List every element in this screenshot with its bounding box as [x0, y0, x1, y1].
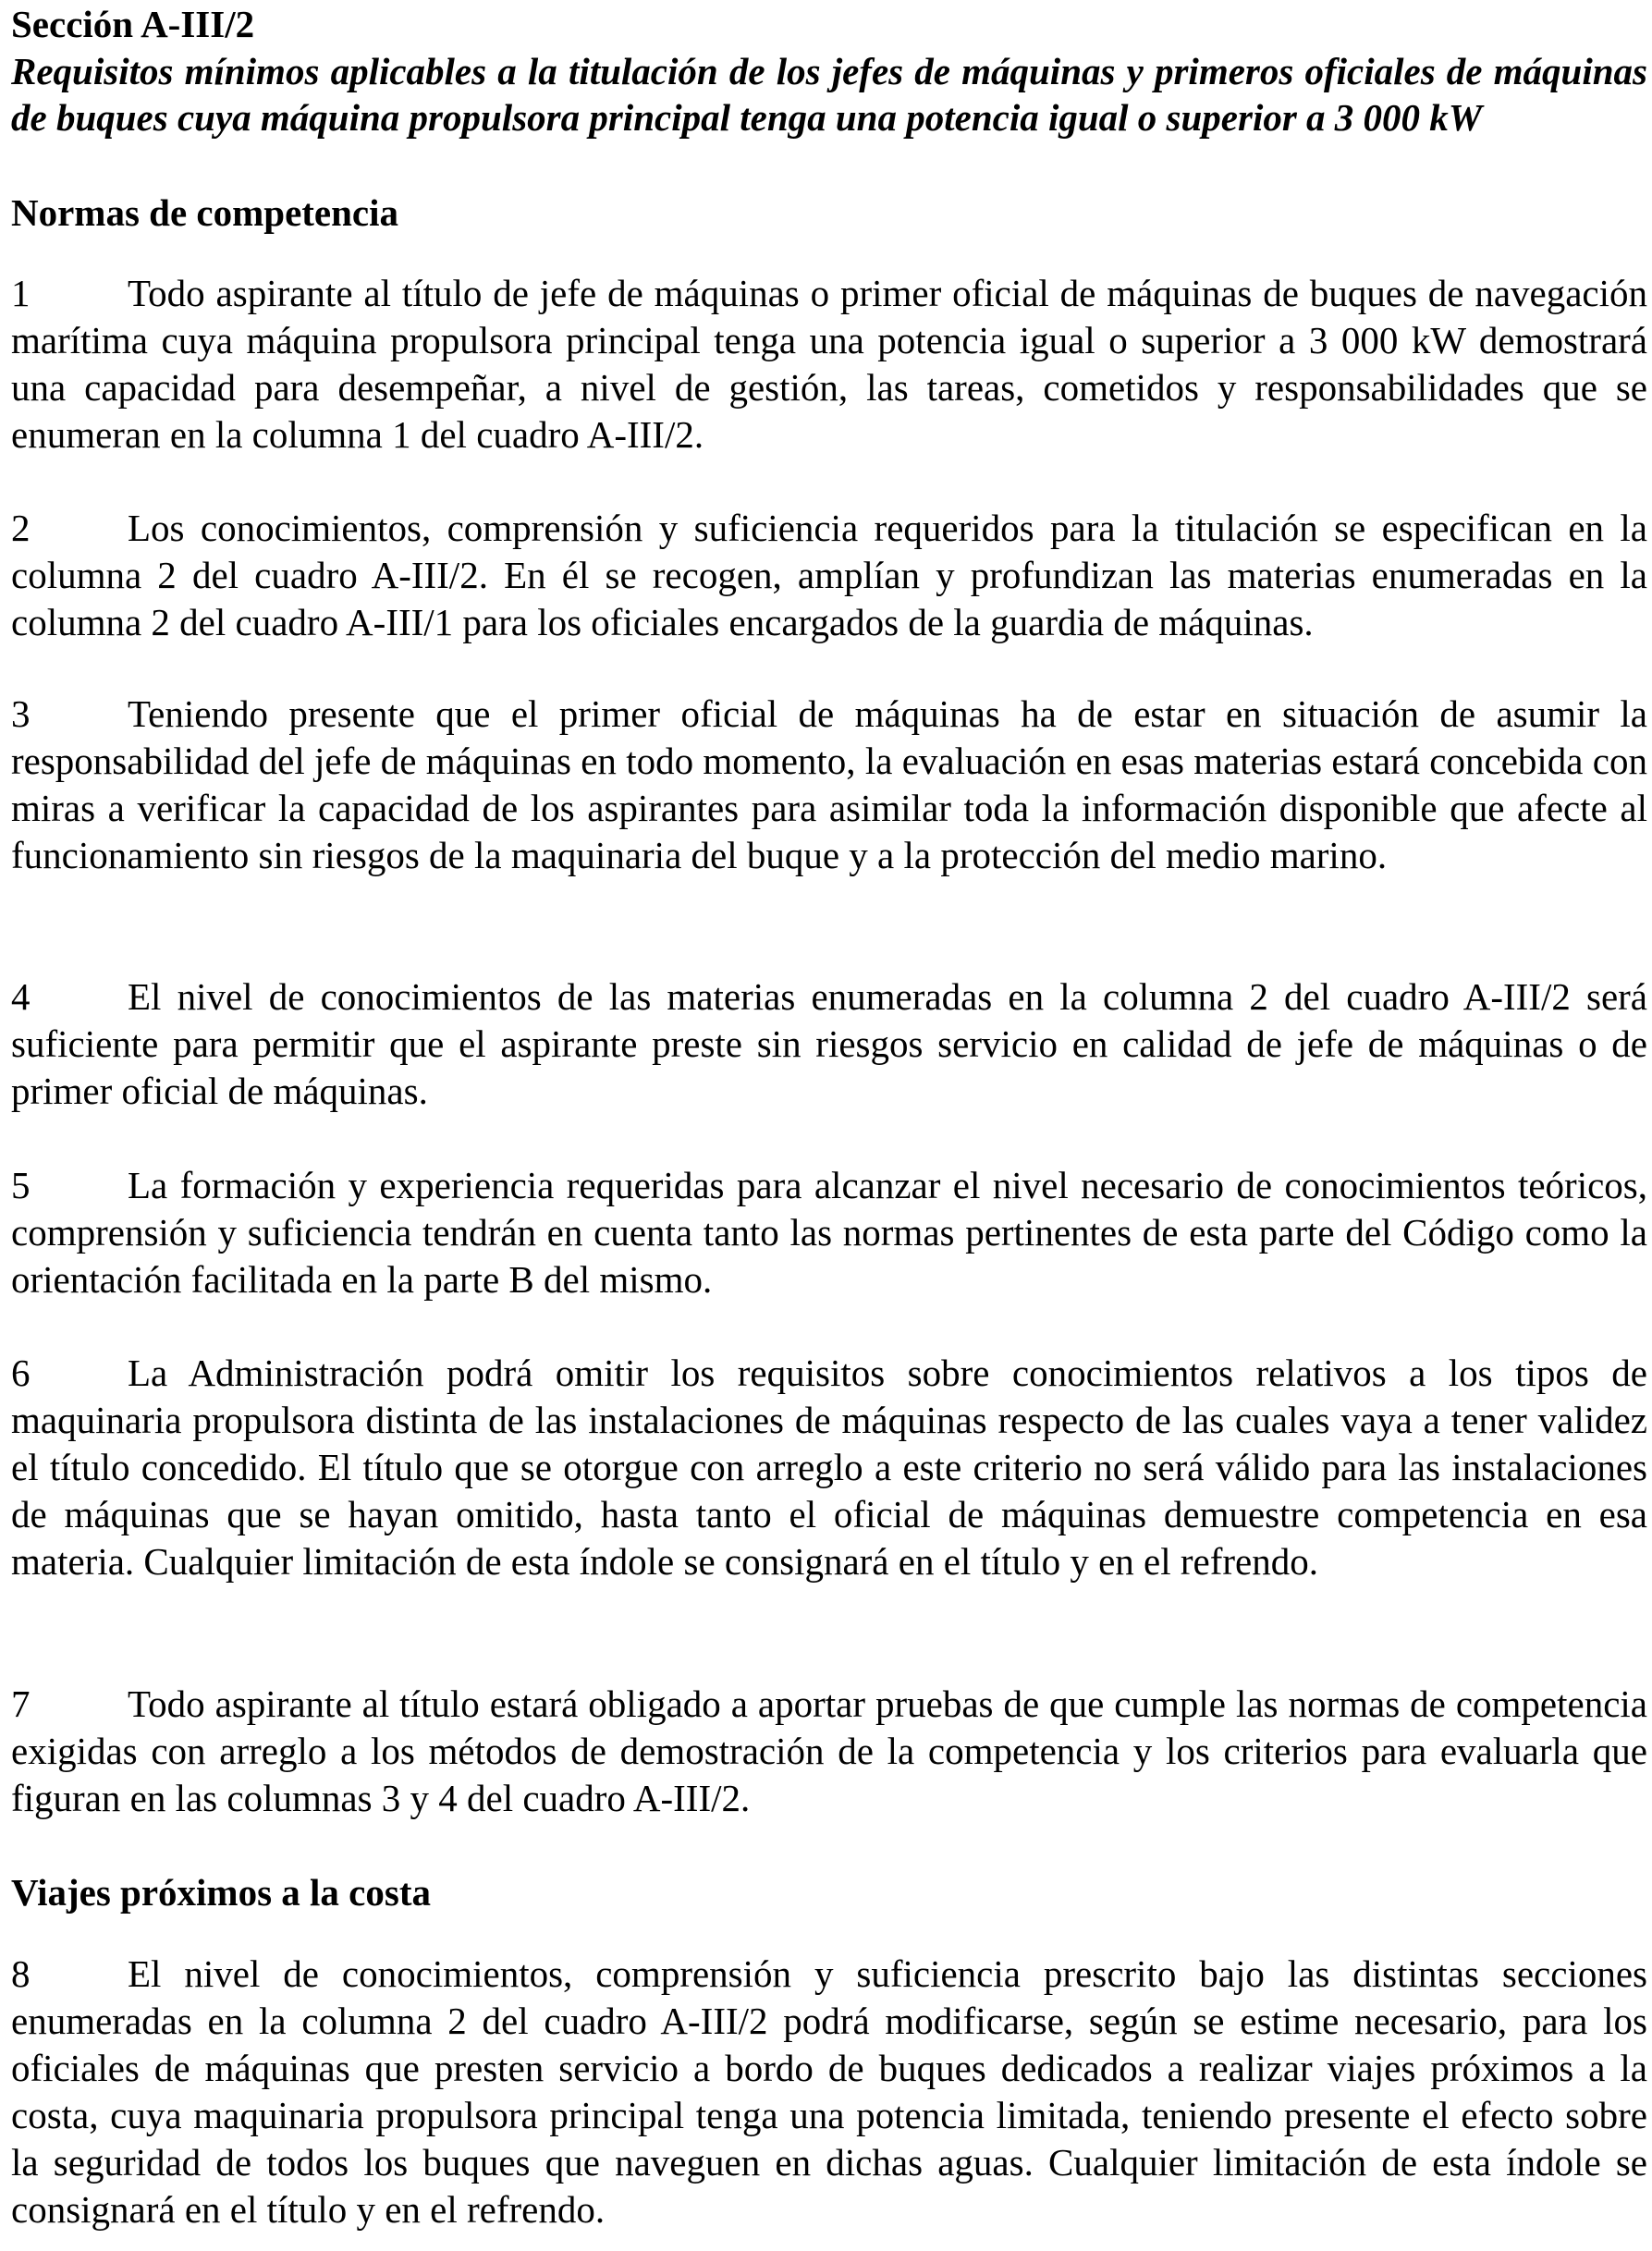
- paragraph-number: 8: [11, 1952, 31, 1995]
- paragraph-8: [11, 1951, 1647, 2233]
- paragraph-number: 6: [11, 1352, 31, 1394]
- paragraph-number: 3: [11, 692, 31, 735]
- paragraph-5: [11, 1162, 1647, 1303]
- paragraph-text: Todo aspirante al título estará obligado a aportar pruebas de que cumple las normas de competencia exigidas con arreglo a los métodos de demostración de la competencia y los criterios para evaluarla que figuran en las columnas 3 y 4 del cuadro A-III/2.: [11, 1682, 1647, 1819]
- paragraph-text: Todo aspirante al título de jefe de máquinas o primer oficial de máquinas de buques de navegación marítima cuya máquina propulsora principal tenga una potencia igual o superior a 3 000 kW demostrará una capacidad para desempeñar, a nivel de gestión, las tareas, cometidos y responsabilidades que se enumeran en la columna 1 del cuadro A-III/2.: [11, 272, 1647, 456]
- heading-near-coastal: Viajes próximos a la costa: [11, 1871, 431, 1914]
- paragraph-number: 2: [11, 507, 31, 549]
- paragraph-text: La Administración podrá omitir los requisitos sobre conocimientos relativos a los tipos de maquinaria propulsora distinta de las instalaciones de máquinas respecto de las cuales vaya a tener validez el título concedido. El título que se otorgue con arreglo a este criterio no será válido para las instalaciones de máquinas que se hayan omitido, hasta tanto el oficial de máquinas demuestre competencia en esa materia. Cualquier limitación de esta índole se consignará en el título y en el refrendo.: [11, 1352, 1647, 1583]
- paragraph-3: [11, 691, 1647, 879]
- heading-competence: Normas de competencia: [11, 191, 399, 234]
- paragraph-text: El nivel de conocimientos de las materias enumeradas en la columna 2 del cuadro A-III/2 será suficiente para permitir que el aspirante preste sin riesgos servicio en calidad de jefe de máquinas o de primer oficial de máquinas.: [11, 975, 1647, 1112]
- paragraph-6: [11, 1350, 1647, 1585]
- paragraph-2: [11, 505, 1647, 646]
- paragraph-number: 4: [11, 975, 31, 1018]
- paragraph-text: Los conocimientos, comprensión y suficiencia requeridos para la titulación se especifican en la columna 2 del cuadro A-III/2. En él se recogen, amplían y profundizan las materias enumeradas en la columna 2 del cuadro A-III/1 para los oficiales encargados de la guardia de máquinas.: [11, 507, 1647, 643]
- paragraph-text: La formación y experiencia requeridas para alcanzar el nivel necesario de conocimientos teóricos, comprensión y suficiencia tendrán en cuenta tanto las normas pertinentes de esta parte del Código como la orientación facilitada en la parte B del mismo.: [11, 1164, 1647, 1301]
- section-number: Sección A-III/2: [11, 3, 255, 45]
- paragraph-number: 7: [11, 1682, 31, 1725]
- paragraph-text: Teniendo presente que el primer oficial de máquinas ha de estar en situación de asumir la responsabilidad del jefe de máquinas en todo momento, la evaluación en esas materias estará concebida con miras a verificar la capacidad de los aspirantes para asimilar toda la información disponible que afecte al funcionamiento sin riesgos de la maquinaria del buque y a la protección del medio marino.: [11, 692, 1647, 876]
- paragraph-4: [11, 973, 1647, 1115]
- paragraph-7: [11, 1681, 1647, 1822]
- paragraph-number: 1: [11, 272, 31, 314]
- paragraph-number: 5: [11, 1164, 31, 1206]
- section-subtitle: Requisitos mínimos aplicables a la titulación de los jefes de máquinas y primeros oficiales de máquinas de buques cuya máquina propulsora principal tenga una potencia igual o superior a 3 000 kW: [11, 50, 1647, 139]
- paragraph-text: El nivel de conocimientos, comprensión y suficiencia prescrito bajo las distintas secciones enumeradas en la columna 2 del cuadro A-III/2 podrá modificarse, según se estime necesario, para los oficiales de máquinas que presten servicio a bordo de buques dedicados a realizar viajes próximos a la costa, cuya maquinaria propulsora principal tenga una potencia limitada, teniendo presente el efecto sobre la seguridad de todos los buques que naveguen en dichas aguas. Cualquier limitación de esta índole se consignará en el título y en el refrendo.: [11, 1952, 1647, 2231]
- paragraph-1: [11, 270, 1647, 459]
